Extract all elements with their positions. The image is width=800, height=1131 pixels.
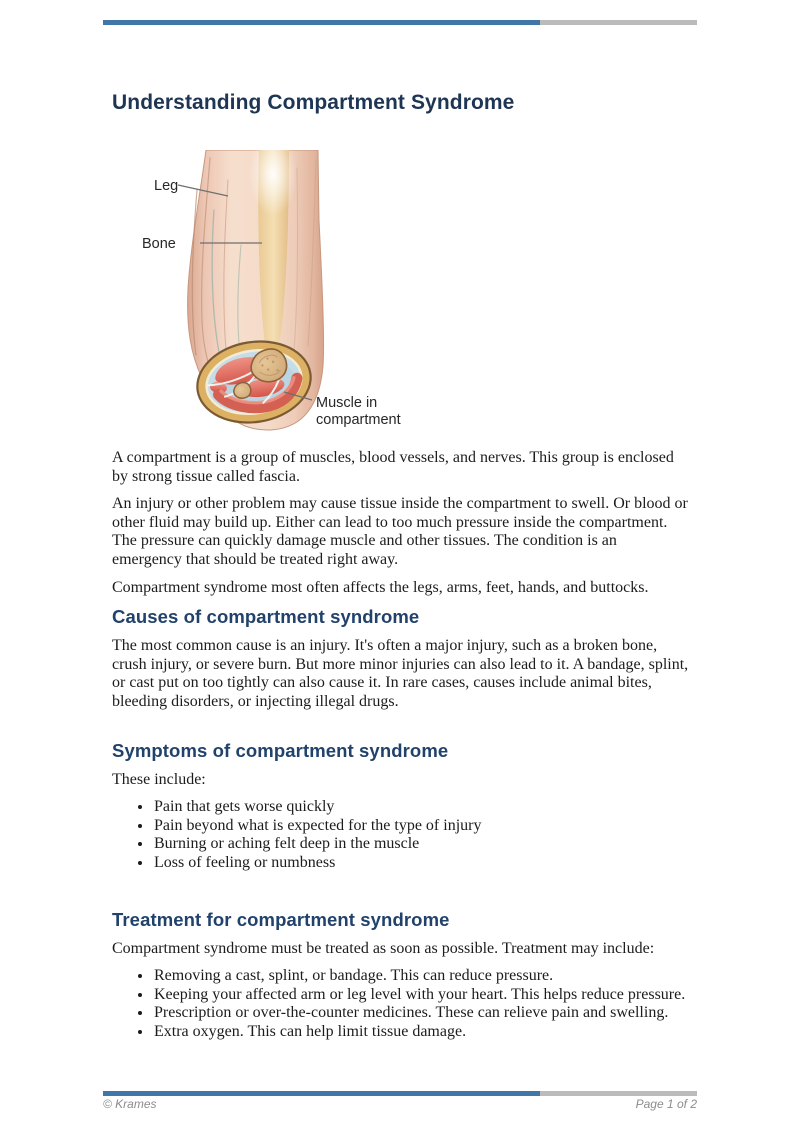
- footer-rule-accent: [103, 1091, 540, 1096]
- footer-rule: [103, 1091, 697, 1096]
- intro-paragraph-3: Compartment syndrome most often affects the legs, arms, feet, hands, and buttocks.: [112, 578, 649, 596]
- treatment-list: [112, 967, 690, 1041]
- figure-label-bone: Bone: [142, 236, 176, 252]
- list-item: • Prescription or over-the-counter medicines. These can relieve pain and swelling.: [153, 1004, 690, 1023]
- leg-cross-section-drawing: [140, 150, 440, 435]
- list-item: • Burning or aching felt deep in the muscle: [153, 835, 690, 854]
- page-number: Page 1 of 2: [635, 1097, 697, 1111]
- treatment-heading: Treatment for compartment syndrome: [112, 908, 450, 930]
- symptoms-heading: Symptoms of compartment syndrome: [112, 739, 449, 761]
- list-item: • Loss of feeling or numbness: [153, 854, 690, 873]
- page-footer: [103, 1097, 697, 1111]
- figure-label-muscle-line2: compartment: [316, 412, 401, 428]
- list-item: • Removing a cast, splint, or bandage. This can reduce pressure.: [153, 967, 690, 986]
- figure-label-muscle-line1: Muscle in: [316, 395, 378, 411]
- list-item: • Extra oxygen. This can help limit tissue damage.: [153, 1023, 690, 1042]
- article-body: [112, 449, 690, 1050]
- intro-paragraph-1: A compartment is a group of muscles, blood vessels, and nerves. This group is enclosed by strong tissue called fascia.: [112, 449, 674, 485]
- causes-paragraph: The most common cause is an injury. It's often a major injury, such as a broken bone, crush injury, or severe burn. But more minor injuries can also lead to it. A bandage, splint, or cast put on too tightly can also cause it. In rare cases, causes include animal bites, bleeding disorders, or injecting illegal drugs.: [112, 637, 689, 710]
- top-rule-gray: [540, 20, 697, 25]
- intro-paragraph-2: An injury or other problem may cause tissue inside the compartment to swell. Or blood or other fluid may build up. Either can lead to too much pressure inside the compartment. The pressure can quickly damage muscle and other tissues. The condition is an emergency that should be treated right away.: [112, 495, 688, 568]
- page-title: Understanding Compartment Syndrome: [112, 91, 515, 114]
- leg-illustration: [140, 150, 440, 435]
- footer-rule-gray: [540, 1091, 697, 1096]
- symptoms-lead: These include:: [112, 770, 206, 788]
- figure-label-leg: Leg: [154, 178, 179, 194]
- list-item: • Keeping your affected arm or leg level with your heart. This helps reduce pressure.: [153, 986, 690, 1005]
- top-rule: [103, 20, 697, 25]
- treatment-lead: Compartment syndrome must be treated as soon as possible. Treatment may include:: [112, 939, 655, 957]
- list-item: • Pain beyond what is expected for the type of injury: [153, 817, 690, 836]
- symptoms-list: [112, 798, 690, 872]
- causes-heading: Causes of compartment syndrome: [112, 606, 420, 628]
- copyright-text: © Krames: [103, 1097, 157, 1111]
- top-rule-accent: [103, 20, 540, 25]
- list-item: • Pain that gets worse quickly: [153, 798, 690, 817]
